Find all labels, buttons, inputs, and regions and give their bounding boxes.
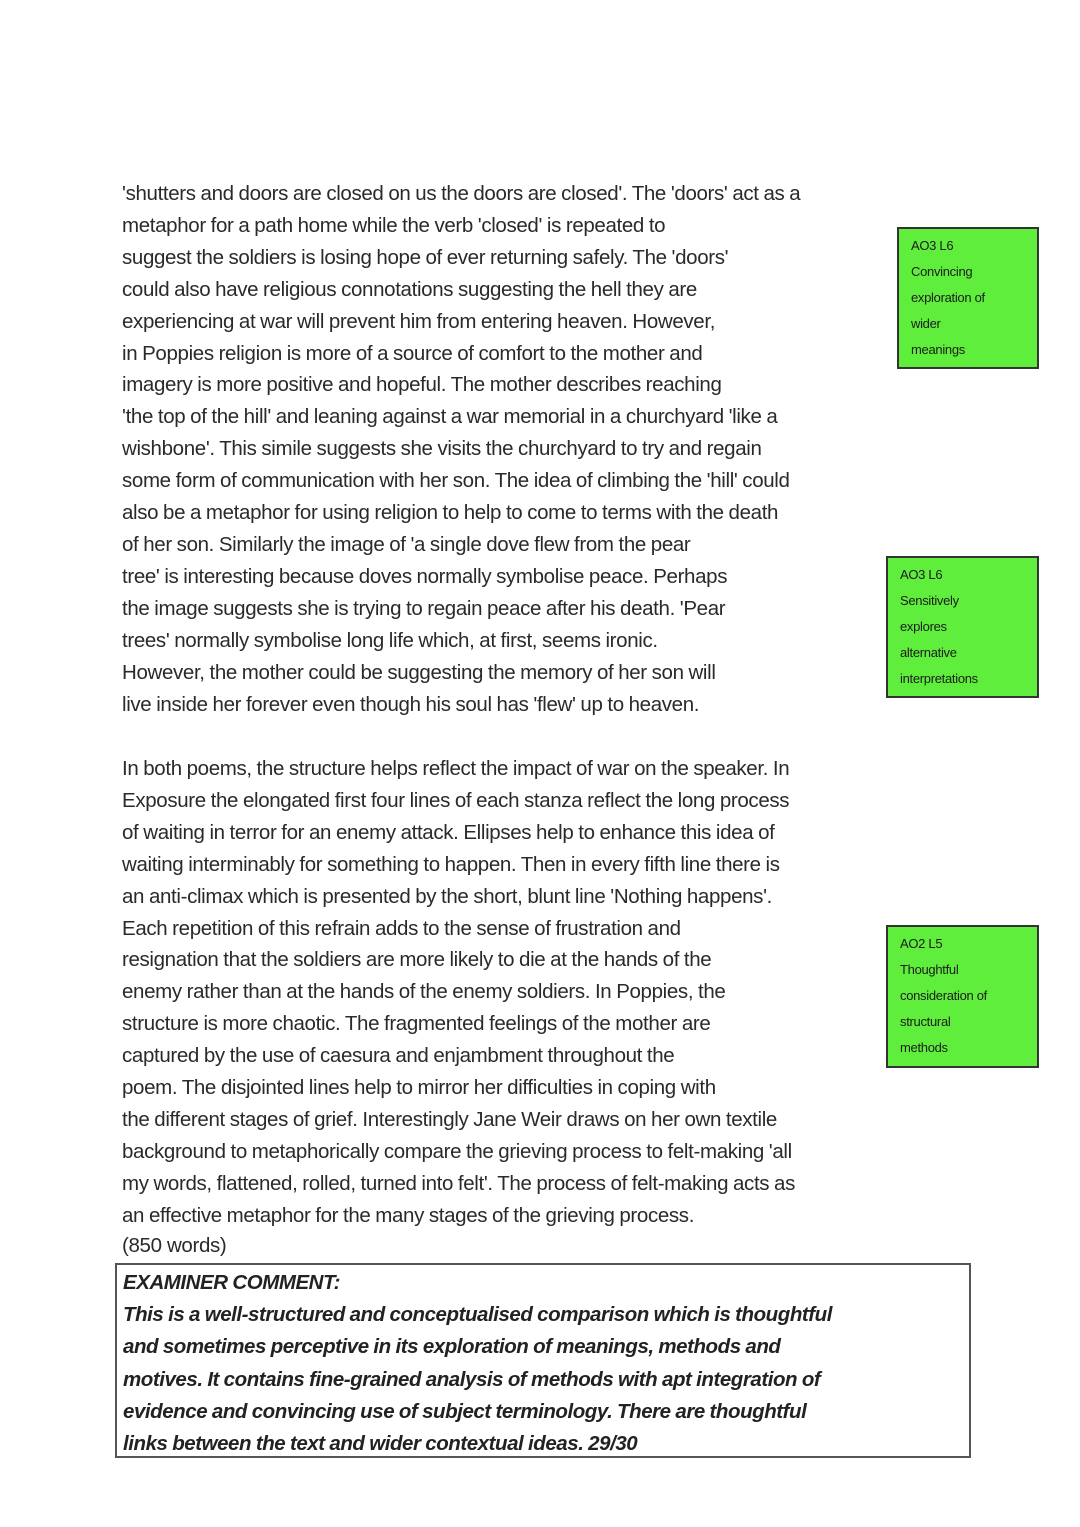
note-line: methods <box>900 1040 948 1055</box>
examiner-comment-line: This is a well-structured and conceptualised comparison which is thoughtful <box>123 1303 832 1327</box>
text-line: could also have religious connotations suggesting the hell they are <box>122 277 697 301</box>
examiner-comment-line: evidence and convincing use of subject terminology. There are thoughtful <box>123 1399 807 1423</box>
note-line: interpretations <box>900 671 978 686</box>
margin-note-ao3-wider-meanings <box>897 227 1039 369</box>
examiner-comment-box <box>115 1263 971 1458</box>
note-line: AO2 L5 <box>900 936 943 951</box>
text-line: experiencing at war will prevent him from entering heaven. However, <box>122 309 716 333</box>
text-line: also be a metaphor for using religion to help to come to terms with the death <box>122 501 779 525</box>
examiner-comment-line: and sometimes perceptive in its exploration of meanings, methods and <box>123 1335 781 1359</box>
text-line: Exposure the elongated first four lines of each stanza reflect the long process <box>122 788 790 812</box>
note-line: Thoughtful <box>900 962 959 977</box>
text-line: in Poppies religion is more of a source of comfort to the mother and <box>122 341 703 365</box>
text-line: the image suggests she is trying to regain peace after his death. 'Pear <box>122 596 726 620</box>
text-line: waiting interminably for something to happen. Then in every fifth line there is <box>122 852 780 876</box>
text-line: an effective metaphor for the many stages of the grieving process. <box>122 1203 695 1227</box>
text-line: background to metaphorically compare the grieving process to felt-making 'all <box>122 1139 792 1163</box>
note-line: alternative <box>900 645 957 660</box>
text-line: However, the mother could be suggesting the memory of her son will <box>122 660 716 684</box>
essay-paragraph-structure <box>122 753 795 1232</box>
text-line: some form of communication with her son. The idea of climbing the 'hill' could <box>122 469 790 493</box>
text-line: 'shutters and doors are closed on us the doors are closed'. The 'doors' act as a <box>122 182 801 205</box>
text-line: imagery is more positive and hopeful. The mother describes reaching <box>122 373 722 397</box>
text-line: suggest the soldiers is losing hope of ever returning safely. The 'doors' <box>122 245 729 269</box>
note-line: wider <box>911 316 941 331</box>
word-count: (850 words) <box>122 1234 227 1257</box>
text-line: trees' normally symbolise long life which, at first, seems ironic. <box>122 628 658 652</box>
note-line: Convincing <box>911 264 973 279</box>
text-line: 'the top of the hill' and leaning against a war memorial in a churchyard 'like a <box>122 405 778 429</box>
note-line: explores <box>900 619 947 634</box>
text-line: my words, flattened, rolled, turned into felt'. The process of felt-making acts as <box>122 1171 796 1195</box>
note-line: exploration of <box>911 290 985 305</box>
note-line: AO3 L6 <box>900 567 943 582</box>
text-line: enemy rather than at the hands of the enemy soldiers. In Poppies, the <box>122 980 726 1004</box>
text-line: captured by the use of caesura and enjambment throughout the <box>122 1044 675 1068</box>
examiner-comment-line: motives. It contains fine-grained analysis of methods with apt integration of <box>123 1367 821 1391</box>
text-line: an anti-climax which is presented by the short, blunt line 'Nothing happens'. <box>122 884 772 908</box>
essay-paragraph-poppies-religion <box>122 178 800 720</box>
note-line: consideration of <box>900 988 987 1003</box>
text-line: the different stages of grief. Interestingly Jane Weir draws on her own textile <box>122 1107 777 1131</box>
margin-note-ao3-interpretations <box>886 556 1039 698</box>
text-line: live inside her forever even though his soul has 'flew' up to heaven. <box>122 692 700 716</box>
margin-note-ao2-structural-methods <box>886 925 1039 1068</box>
text-line: of her son. Similarly the image of 'a single dove flew from the pear <box>122 532 691 556</box>
text-line: In both poems, the structure helps reflect the impact of war on the speaker. In <box>122 757 790 780</box>
examiner-comment-heading: EXAMINER COMMENT: <box>123 1271 340 1294</box>
examiner-comment-line: links between the text and wider contextual ideas. 29/30 <box>123 1432 638 1456</box>
text-line: structure is more chaotic. The fragmented feelings of the mother are <box>122 1012 711 1036</box>
text-line: Each repetition of this refrain adds to the sense of frustration and <box>122 916 681 940</box>
text-line: wishbone'. This simile suggests she visits the churchyard to try and regain <box>122 437 762 461</box>
note-line: structural <box>900 1014 951 1029</box>
text-line: tree' is interesting because doves normally symbolise peace. Perhaps <box>122 564 728 588</box>
text-line: resignation that the soldiers are more likely to die at the hands of the <box>122 948 712 972</box>
note-line: meanings <box>911 342 965 357</box>
note-line: Sensitively <box>900 593 959 608</box>
text-line: of waiting in terror for an enemy attack. Ellipses help to enhance this idea of <box>122 820 775 844</box>
text-line: metaphor for a path home while the verb 'closed' is repeated to <box>122 213 666 237</box>
note-line: AO3 L6 <box>911 238 954 253</box>
text-line: poem. The disjointed lines help to mirror her difficulties in coping with <box>122 1076 716 1100</box>
